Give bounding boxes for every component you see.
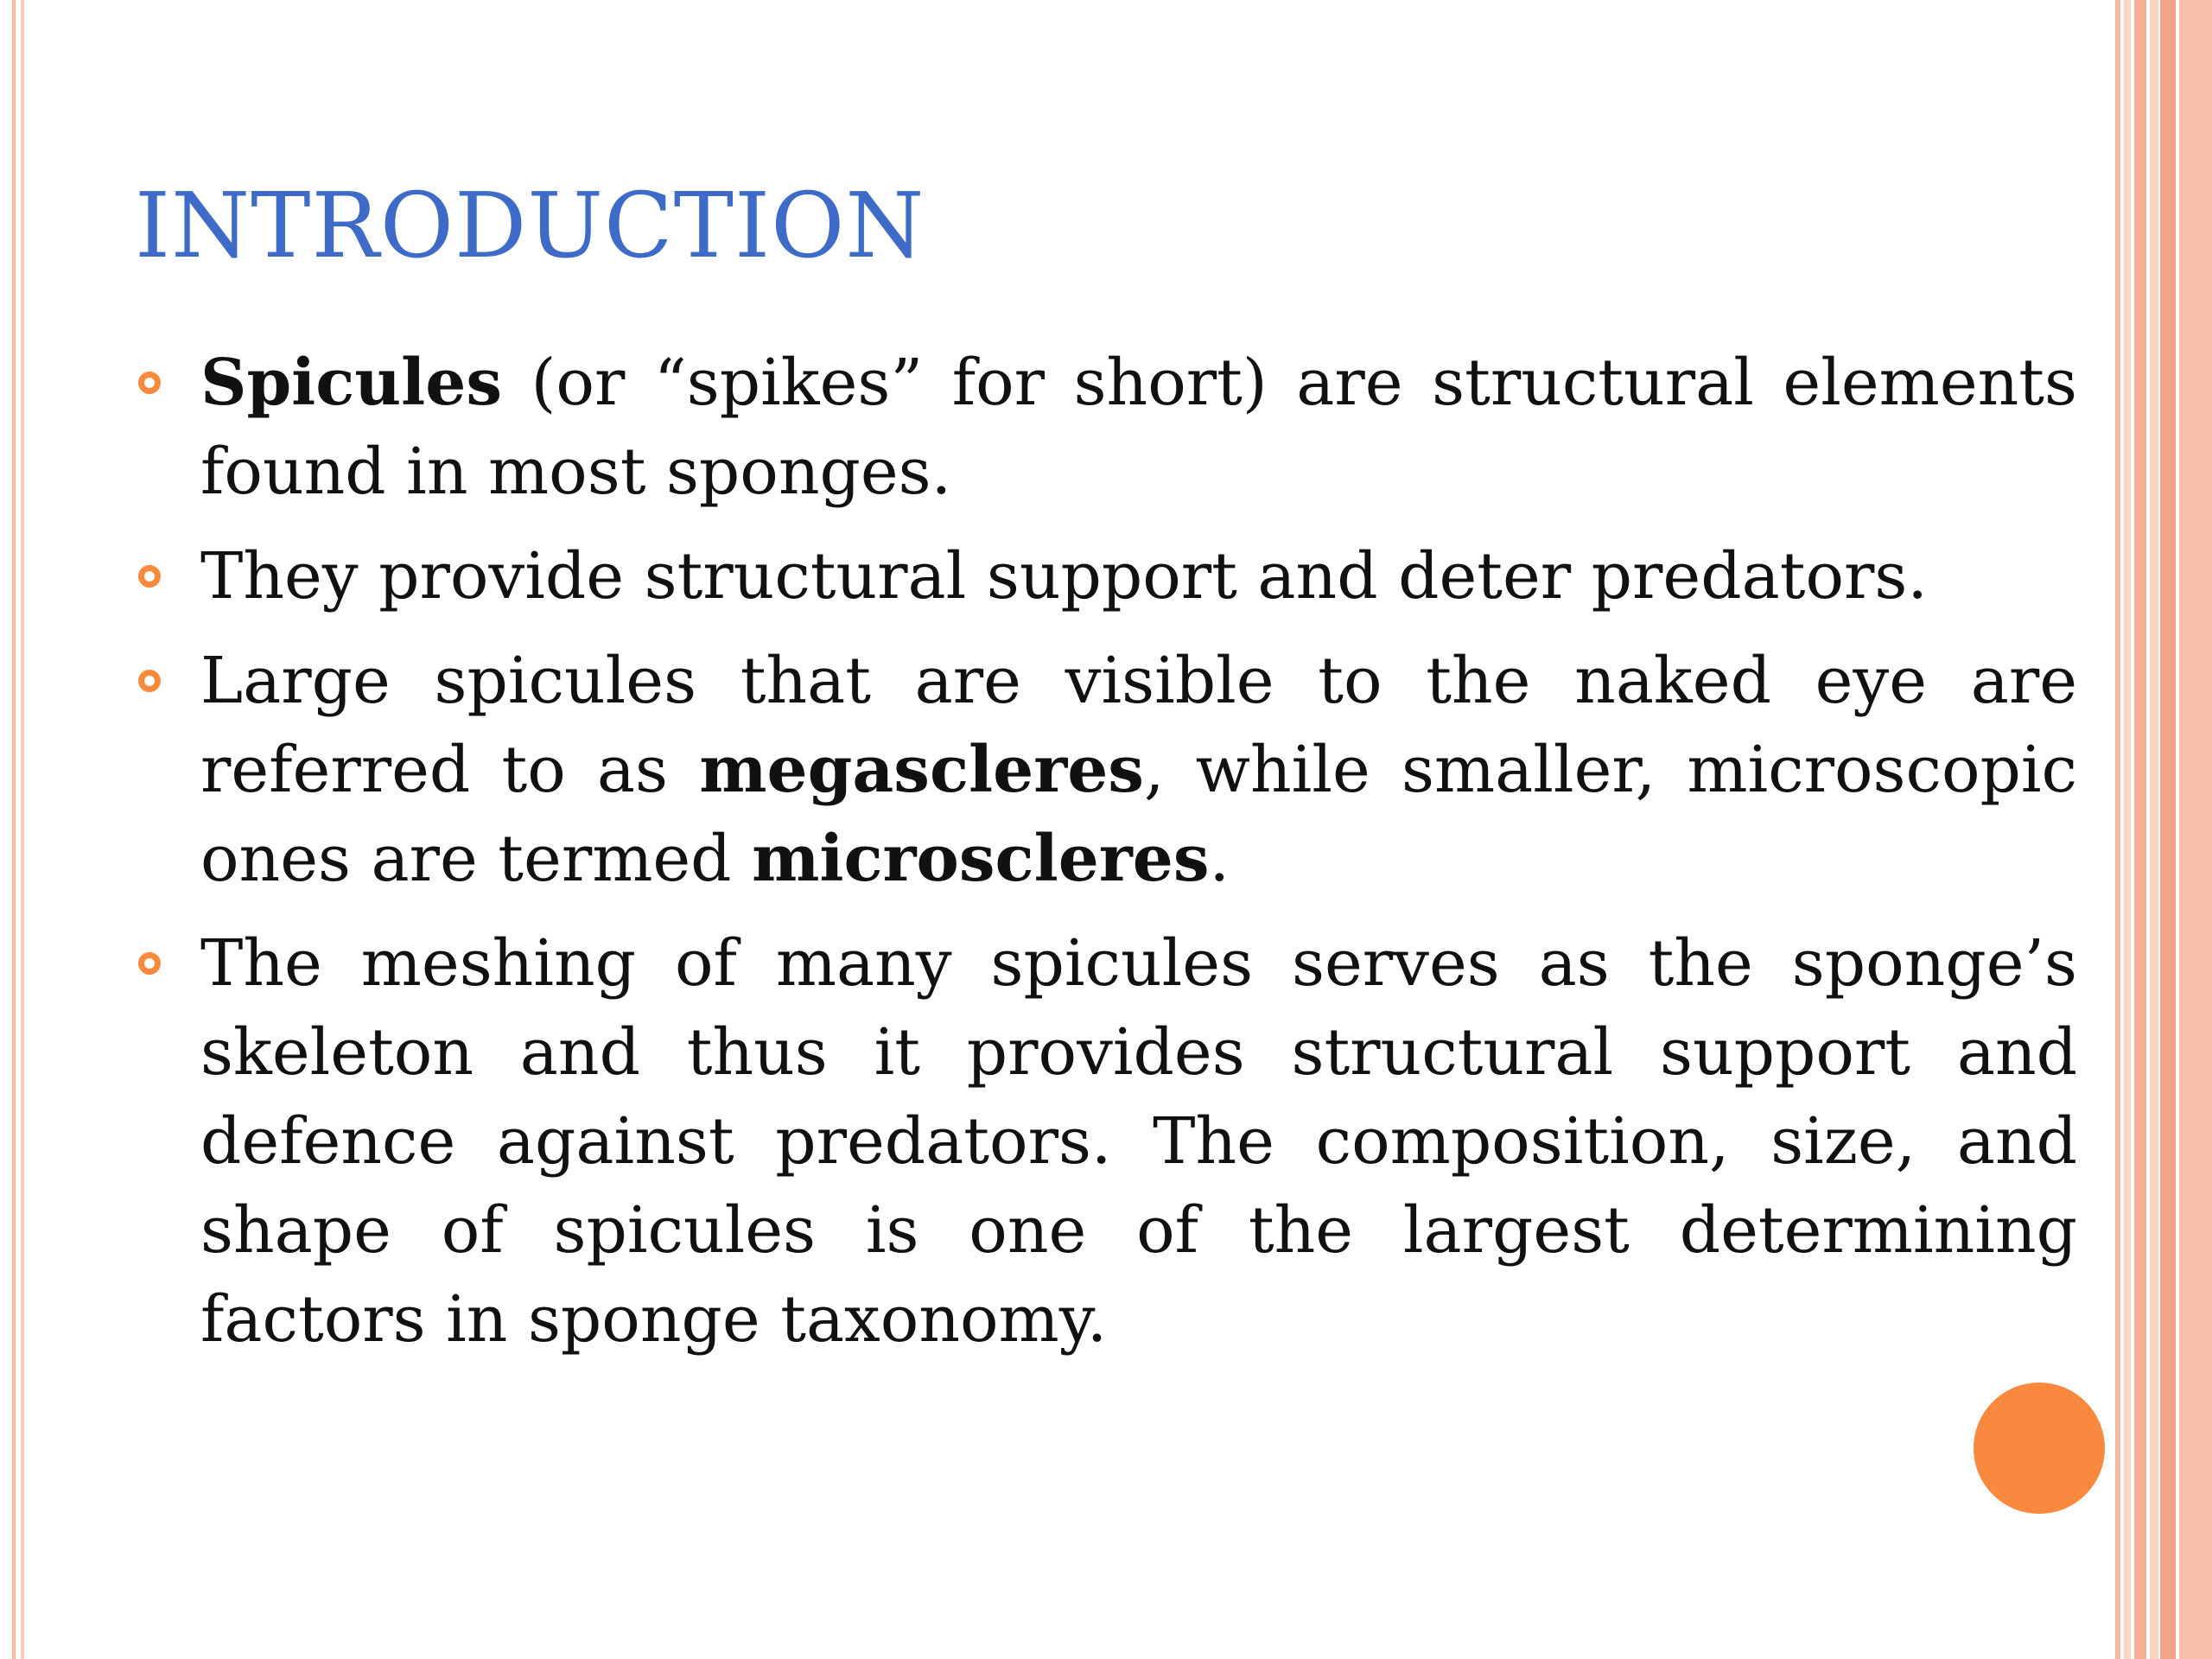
right-border-stripe	[2150, 0, 2158, 1659]
left-border-line	[21, 0, 24, 1659]
bullet-item	[138, 637, 2077, 904]
bullet-text	[200, 339, 2077, 517]
left-border-line	[12, 0, 16, 1659]
hollow-circle-bullet-icon	[138, 952, 161, 975]
bullet-body: .	[1209, 822, 1230, 896]
bullet-body: , while smaller, microscopic ones are termed	[200, 733, 2077, 896]
right-border-stripe	[2160, 0, 2176, 1659]
bullet-body: The meshing of many spicules serves as the sponge’s skeleton and thus it provides structural support and defence against predators. The composition, size, and shape of spicules is one of the largest determining factors in sponge taxonomy.	[200, 926, 2077, 1357]
slide-title: INTRODUCTION	[135, 173, 925, 278]
bullet-item	[138, 532, 2077, 621]
orange-circle-icon	[1974, 1382, 2105, 1514]
hollow-circle-bullet-icon	[138, 372, 161, 394]
bold-term: megascleres	[699, 733, 1144, 807]
hollow-circle-bullet-icon	[138, 565, 161, 588]
right-border-stripe	[2124, 0, 2131, 1659]
right-border-stripe	[2134, 0, 2146, 1659]
bullet-body: Large spicules that are visible to the naked eye are referred to as	[200, 644, 2077, 807]
bullet-item	[138, 919, 2077, 1364]
bullet-text	[200, 532, 2077, 621]
bold-term: microscleres	[752, 822, 1210, 896]
bullet-text	[200, 637, 2077, 904]
bold-term: Spicules	[200, 346, 503, 420]
bullet-item	[138, 339, 2077, 517]
bullet-list	[138, 339, 2077, 1364]
right-border-stripe	[2115, 0, 2120, 1659]
hollow-circle-bullet-icon	[138, 670, 161, 692]
bullet-body: (or “spikes” for short) are structural elements found in most sponges.	[200, 346, 2077, 509]
right-border-stripe	[2179, 0, 2212, 1659]
bullet-text	[200, 919, 2077, 1364]
bullet-body: They provide structural support and deter predators.	[200, 539, 1928, 613]
